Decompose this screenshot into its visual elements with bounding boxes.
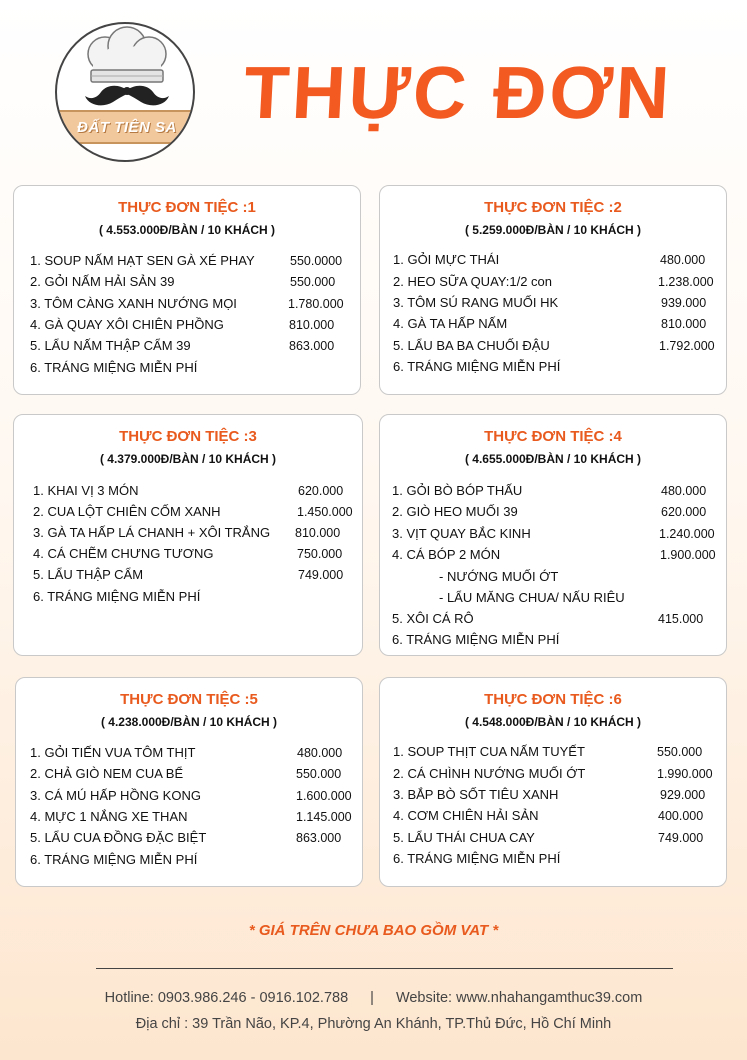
menu-card-5 (15, 677, 363, 887)
restaurant-logo (55, 22, 195, 162)
menu-item-price: 1.240.000 (659, 527, 715, 541)
menu-item-price: 810.000 (295, 526, 341, 540)
menu-title: THỰC ĐƠN TIỆC :1 (118, 199, 256, 216)
menu-item: 1. KHAI VỊ 3 MÓN (33, 483, 139, 498)
menu-item: 3. VỊT QUAY BẮC KINH (392, 526, 531, 541)
mustache-icon (85, 86, 169, 106)
menu-item: 3. BẮP BÒ SỐT TIÊU XANH (393, 787, 559, 802)
menu-card-4 (379, 414, 727, 656)
menu-item: 3. GÀ TA HẤP LÁ CHANH + XÔI TRẮNG (33, 525, 271, 540)
menu-item-price: 1.990.000 (657, 767, 713, 781)
menu-item-price: 550.000 (296, 767, 342, 781)
menu-item: 1. GỎI BÒ BÓP THẤU (392, 483, 523, 498)
menu-item-price: 749.000 (298, 568, 344, 582)
menu-card-3 (13, 414, 363, 656)
footer-address: Địa chỉ : 39 Trần Não, KP.4, Phường An Khánh, TP.Thủ Đức, Hồ Chí Minh (135, 1016, 612, 1032)
footer-divider (96, 968, 673, 969)
menu-item: 1. GỎI MỰC THÁI (393, 252, 500, 267)
menu-price: ( 4.548.000Đ/BÀN / 10 KHÁCH ) (464, 715, 642, 729)
menu-item: 3. TÔM SÚ RANG MUỐI HK (393, 295, 559, 310)
menu-item: 4. CÁ CHẼM CHƯNG TƯƠNG (33, 546, 214, 561)
menu-price: ( 5.259.000Đ/BÀN / 10 KHÁCH ) (464, 223, 642, 237)
menu-item-price: 400.000 (658, 809, 704, 823)
menu-item: 6. TRÁNG MIỆNG MIỄN PHÍ (30, 852, 198, 867)
menu-item-price: 550.0000 (290, 254, 343, 268)
menu-item-price: 810.000 (661, 317, 707, 331)
menu-card-2 (379, 185, 727, 395)
menu-item: 2. GỎI NẤM HẢI SẢN 39 (30, 274, 175, 289)
menu-item-price: 620.000 (298, 484, 344, 498)
menu-item: 4. MỰC 1 NẮNG XE THAN (30, 809, 188, 824)
menu-item-price: 480.000 (661, 484, 707, 498)
menu-item: 6. TRÁNG MIỆNG MIỄN PHÍ (30, 360, 198, 375)
hotline: Hotline: 0903.986.246 - 0916.102.788 (104, 990, 349, 1006)
footer-separator: | (370, 990, 374, 1006)
menu-item-price: 863.000 (296, 831, 342, 845)
menu-item: 1. SOUP THỊT CUA NẤM TUYẾT (393, 744, 585, 759)
menu-item: 4. CƠM CHIÊN HẢI SẢN (393, 808, 539, 823)
menu-item: 1. SOUP NẤM HẠT SEN GÀ XÉ PHAY (30, 253, 255, 268)
menu-item-price: 939.000 (661, 296, 707, 310)
menu-item-price: 1.900.000 (660, 548, 716, 562)
menu-item: 2. HEO SỮA QUAY:1/2 con (393, 274, 552, 289)
menu-title: THỰC ĐƠN TIỆC :3 (119, 428, 257, 445)
menu-item-price: 550.000 (657, 745, 703, 759)
menu-price: ( 4.379.000Đ/BÀN / 10 KHÁCH ) (99, 452, 277, 466)
menu-item-price: 1.450.000 (297, 505, 353, 519)
menu-item-price: 1.600.000 (296, 789, 352, 803)
menu-item-price: 550.000 (290, 275, 336, 289)
menu-item: 2. CUA LỘT CHIÊN CỐM XANH (33, 504, 221, 519)
logo-text: ĐẤT TIÊN SA (77, 118, 177, 136)
menu-item-price: 620.000 (661, 505, 707, 519)
menu-card-6 (379, 677, 727, 887)
menu-item: 5. LẨU THẬP CẨM (33, 567, 144, 582)
menu-item: 5. LẨU CUA ĐỒNG ĐẶC BIỆT (30, 830, 207, 845)
menu-title: THỰC ĐƠN TIỆC :6 (484, 691, 622, 708)
menu-item-price: 750.000 (297, 547, 343, 561)
menu-item-price: 1.780.000 (288, 297, 344, 311)
menu-item: 6. TRÁNG MIỆNG MIỄN PHÍ (393, 359, 561, 374)
menu-item-price: 749.000 (658, 831, 704, 845)
menu-item-price: 1.238.000 (658, 275, 714, 289)
menu-item-price: 863.000 (289, 339, 335, 353)
footer-contact (0, 990, 747, 1006)
menu-item: 5. XÔI CÁ RÔ (392, 611, 474, 626)
menu-item-price: 1.145.000 (296, 810, 352, 824)
menu-price: ( 4.553.000Đ/BÀN / 10 KHÁCH ) (98, 223, 276, 237)
menu-item-price: 929.000 (660, 788, 706, 802)
menu-item: 5. LẨU BA BA CHUỐI ĐẬU (393, 338, 550, 353)
menu-item: 2. GIÒ HEO MUỐI 39 (392, 504, 518, 519)
menu-item: 5. LẨU NẤM THẬP CẨM 39 (30, 338, 191, 353)
menu-item: 6. TRÁNG MIỆNG MIỄN PHÍ (393, 851, 561, 866)
menu-sub-item: - NƯỚNG MUỐI ỚT (439, 569, 559, 584)
menu-item: 4. CÁ BÓP 2 MÓN (392, 547, 501, 562)
menu-price: ( 4.238.000Đ/BÀN / 10 KHÁCH ) (100, 715, 278, 729)
menu-item-price: 1.792.000 (659, 339, 715, 353)
menu-card-1 (13, 185, 361, 395)
menu-item: 4. GÀ TA HẤP NẤM (393, 316, 508, 331)
menu-item-price: 480.000 (660, 253, 706, 267)
menu-title: THỰC ĐƠN TIỆC :2 (484, 199, 622, 216)
menu-item: 6. TRÁNG MIỆNG MIỄN PHÍ (392, 632, 560, 647)
menu-item-price: 810.000 (289, 318, 335, 332)
menu-title: THỰC ĐƠN TIỆC :5 (120, 691, 258, 708)
menu-item: 2. CHẢ GIÒ NEM CUA BỂ (30, 766, 184, 781)
menu-item: 3. CÁ MÚ HẤP HỒNG KONG (30, 788, 201, 803)
menu-price: ( 4.655.000Đ/BÀN / 10 KHÁCH ) (464, 452, 642, 466)
menu-title: THỰC ĐƠN TIỆC :4 (484, 428, 622, 445)
menu-item: 4. GÀ QUAY XÔI CHIÊN PHỒNG (30, 317, 224, 332)
menu-item: 5. LẨU THÁI CHUA CAY (393, 830, 535, 845)
page-title: THỰC ĐƠN (241, 51, 675, 134)
menu-item-price: 480.000 (297, 746, 343, 760)
menu-sub-item: - LẨU MĂNG CHUA/ NẤU RIÊU (439, 590, 625, 605)
menu-item: 3. TÔM CÀNG XANH NƯỚNG MỌI (30, 296, 237, 311)
menu-item: 6. TRÁNG MIỆNG MIỄN PHÍ (33, 589, 201, 604)
menu-item: 1. GỎI TIẾN VUA TÔM THỊT (30, 745, 196, 760)
logo-ribbon (55, 110, 195, 144)
website-link[interactable]: Website: www.nhahangamthuc39.com (395, 990, 643, 1006)
vat-note: * GIÁ TRÊN CHƯA BAO GỒM VAT * (248, 922, 499, 939)
menu-item: 2. CÁ CHÌNH NƯỚNG MUỐI ỚT (393, 766, 586, 781)
menu-item-price: 415.000 (658, 612, 704, 626)
